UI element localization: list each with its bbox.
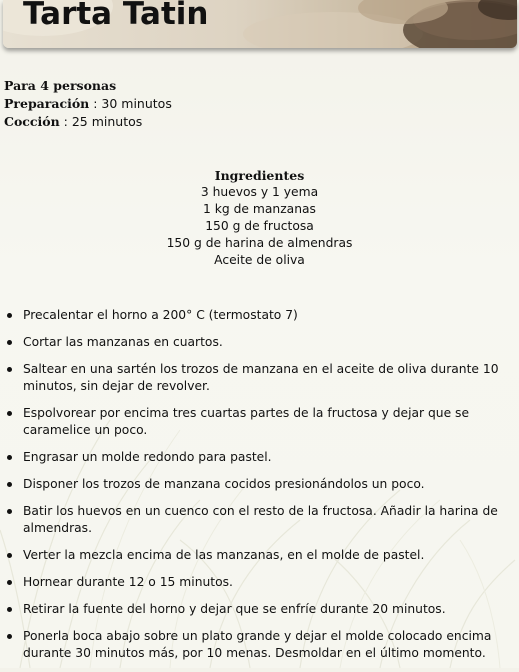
cook-time-value: : 25 minutos <box>59 114 143 129</box>
step-text: Disponer los trozos de manzana cocidos presionándolos un poco. <box>23 477 425 491</box>
step-text: Ponerla boca abajo sobre un plato grande y dejar el molde colocado encima durante 30 minutos más, por 10 menas. Desmoldar en el último momento. <box>23 629 492 660</box>
prep-time-value: : 30 minutos <box>89 96 172 111</box>
step-item <box>23 334 515 351</box>
ingredient-item: 150 g de fructosa <box>205 219 314 233</box>
bullet-icon <box>7 367 12 372</box>
bullet-icon <box>7 509 12 514</box>
ingredient-item: 150 g de harina de almendras <box>166 236 353 250</box>
step-text: Cortar las manzanas en cuartos. <box>23 335 223 349</box>
step-item <box>23 449 515 466</box>
ingredients-section <box>0 167 519 269</box>
ingredient-item: Aceite de oliva <box>214 253 305 267</box>
bullet-icon <box>7 634 12 639</box>
header-banner <box>3 0 517 48</box>
bullet-icon <box>7 340 12 345</box>
cook-time-label: Cocción <box>4 114 60 129</box>
step-item <box>23 601 515 618</box>
step-text: Verter la mezcla encima de las manzanas, en el molde de pastel. <box>23 548 425 562</box>
step-text: Engrasar un molde redondo para pastel. <box>23 450 272 464</box>
bullet-icon <box>7 580 12 585</box>
prep-time-label: Preparación <box>4 96 90 111</box>
step-text: Hornear durante 12 o 15 minutos. <box>23 575 233 589</box>
step-item <box>23 574 515 591</box>
step-text: Retirar la fuente del horno y dejar que se enfríe durante 20 minutos. <box>23 602 446 616</box>
ingredient-item: 1 kg de manzanas <box>203 202 316 216</box>
step-item <box>23 503 515 537</box>
step-item <box>23 547 515 564</box>
recipe-info <box>4 77 172 131</box>
step-text: Batir los huevos en un cuenco con el resto de la fructosa. Añadir la harina de almendras. <box>23 504 498 535</box>
bullet-icon <box>7 313 12 318</box>
step-text: Precalentar el horno a 200° C (termostato 7) <box>23 308 298 322</box>
prep-time-line <box>4 95 172 113</box>
step-item <box>23 405 515 439</box>
bullet-icon <box>7 455 12 460</box>
servings-line <box>4 77 172 95</box>
bullet-icon <box>7 553 12 558</box>
ingredient-item: 3 huevos y 1 yema <box>200 185 319 199</box>
step-text: Espolvorear por encima tres cuartas partes de la fructosa y dejar que se caramelice un poco. <box>23 406 470 437</box>
step-item <box>23 307 515 324</box>
servings-label: Para 4 personas <box>4 78 117 93</box>
page-title: Tarta Tatin <box>23 0 209 32</box>
ingredients-heading: Ingredientes <box>214 168 305 183</box>
step-item <box>23 361 515 395</box>
bullet-icon <box>7 482 12 487</box>
step-text: Saltear en una sartén los trozos de manzana en el aceite de oliva durante 10 minutos, sin dejar de revolver. <box>23 362 499 393</box>
bullet-icon <box>7 411 12 416</box>
bullet-icon <box>7 607 12 612</box>
cook-time-line <box>4 113 172 131</box>
step-item <box>23 476 515 493</box>
steps-list <box>0 307 515 672</box>
step-item <box>23 628 515 662</box>
